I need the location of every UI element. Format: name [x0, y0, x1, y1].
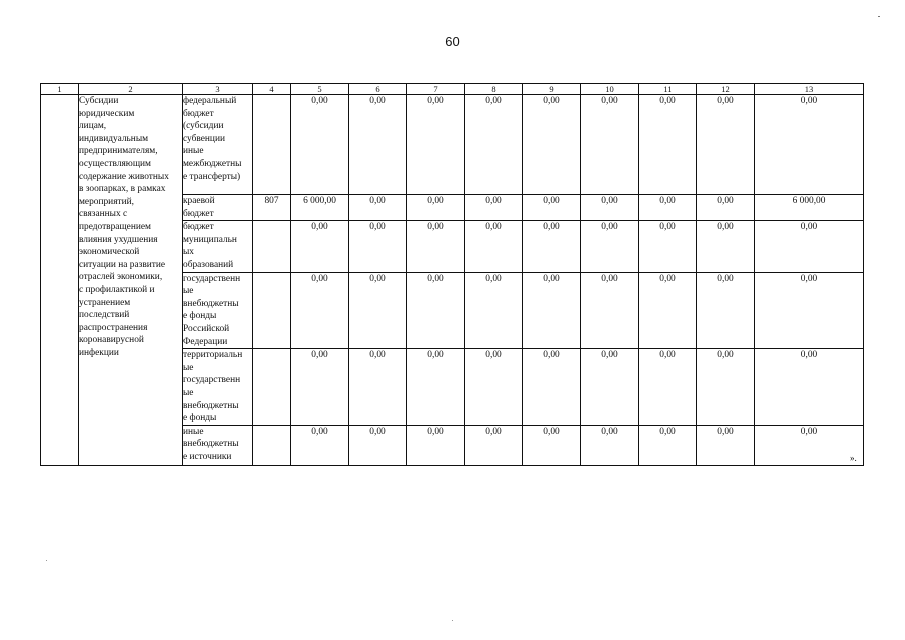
amount-cell: 0,00: [349, 95, 407, 195]
column-number: 8: [465, 84, 523, 95]
funding-source-line: е фонды: [183, 311, 217, 322]
funding-source-line: федеральный: [183, 96, 237, 106]
measure-description-line: последствий: [79, 310, 130, 321]
amount-cell: 0,00: [291, 425, 349, 465]
amount-cell: 0,00: [639, 95, 697, 195]
amount-cell: 0,00: [523, 221, 581, 272]
amount-cell: 0,00: [349, 272, 407, 349]
amount-cell: 0,00: [407, 425, 465, 465]
measure-description-line: связанных с: [79, 209, 128, 220]
funding-source-line: внебюджетны: [183, 400, 239, 411]
measure-description-line: мероприятий,: [79, 196, 134, 207]
funding-source-line: внебюджетны: [183, 298, 239, 309]
funding-source-line: ые: [183, 286, 194, 297]
row-number-cell: [41, 95, 79, 466]
column-number: 1: [41, 84, 79, 95]
measure-description-line: юридическим: [79, 108, 135, 119]
amount-cell: 0,00: [639, 221, 697, 272]
amount-cell: 0,00: [465, 221, 523, 272]
amount-cell: 0,00: [697, 221, 755, 272]
amount-cell: 0,00: [465, 195, 523, 221]
column-number: 4: [253, 84, 291, 95]
budget-code-cell: [253, 221, 291, 272]
measure-description-line: осуществляющим: [79, 158, 151, 169]
table-body: [41, 95, 864, 466]
measure-description-line: влияния ухудшения: [79, 234, 158, 245]
amount-cell: 0,00: [407, 349, 465, 426]
measure-description-line: предпринимателям,: [79, 146, 158, 157]
funding-source-line: бюджет: [183, 222, 214, 233]
funding-source-cell: [183, 221, 253, 272]
funding-source-line: Российской: [183, 323, 230, 334]
amount-cell: 0,00: [349, 221, 407, 272]
measure-description-line: индивидуальным: [79, 133, 149, 144]
amount-cell: 0,00: [465, 349, 523, 426]
amount-cell: 0,00: [755, 221, 864, 272]
scan-mark: [878, 16, 880, 17]
column-number: 6: [349, 84, 407, 95]
amount-cell: 0,00: [465, 95, 523, 195]
funding-source-line: ых: [183, 247, 194, 258]
header-row: [41, 84, 864, 95]
column-number: 2: [79, 84, 183, 95]
measure-description-line: ситуации на развитие: [79, 259, 166, 270]
funding-source-cell: [183, 195, 253, 221]
measure-description-line: экономической: [79, 247, 140, 258]
funding-source-line: Федерации: [183, 336, 228, 347]
amount-cell: 0,00: [407, 221, 465, 272]
funding-source-line: краевой: [183, 196, 215, 206]
funding-source-line: внебюджетны: [183, 439, 239, 450]
amount-cell: 0,00: [407, 95, 465, 195]
measure-description-line: распространения: [79, 322, 148, 333]
measure-description-line: с профилактикой и: [79, 284, 155, 295]
measure-description-line: лицам,: [79, 121, 107, 132]
amount-cell: 0,00: [291, 95, 349, 195]
amount-cell: 0,00: [697, 425, 755, 465]
amount-cell: 0,00: [291, 349, 349, 426]
amount-cell: 0,00: [523, 195, 581, 221]
funding-source-line: субвенции: [183, 133, 225, 144]
amount-cell: 0,00: [581, 95, 639, 195]
amount-cell: 6 000,00: [291, 195, 349, 221]
amount-cell: 0,00: [755, 272, 864, 349]
column-number: 9: [523, 84, 581, 95]
budget-code-cell: [253, 95, 291, 195]
measure-description-line: содержание животных: [79, 171, 169, 182]
amount-cell: 0,00: [407, 272, 465, 349]
budget-code-cell: 807: [253, 195, 291, 221]
amount-cell: 0,00: [349, 425, 407, 465]
amount-cell: 0,00: [639, 195, 697, 221]
amount-cell: 0,00: [523, 425, 581, 465]
column-number: 7: [407, 84, 465, 95]
page-number: 60: [445, 34, 460, 49]
column-number-header: [41, 84, 864, 95]
amount-cell: 0,00: [697, 272, 755, 349]
funding-source-line: территориальн: [183, 350, 243, 361]
amount-cell: 0,00: [465, 425, 523, 465]
amount-cell: 0,00: [639, 272, 697, 349]
column-number: 5: [291, 84, 349, 95]
amount-cell: 0,00: [291, 272, 349, 349]
measure-description-line: устранением: [79, 297, 131, 308]
funding-source-cell: [183, 272, 253, 349]
column-number: 12: [697, 84, 755, 95]
amount-cell: 0,00: [523, 95, 581, 195]
funding-source-line: иные: [183, 146, 204, 157]
funding-source-line: муниципальн: [183, 234, 237, 245]
budget-code-cell: [253, 425, 291, 465]
funding-source-line: образований: [183, 259, 234, 270]
budget-code-cell: [253, 349, 291, 426]
funding-source-line: е источники: [183, 451, 232, 462]
budget-table: [40, 83, 864, 466]
amount-cell: 0,00: [639, 425, 697, 465]
closing-quote-mark: ».: [850, 453, 857, 463]
amount-cell: 0,00: [523, 272, 581, 349]
amount-cell: 0,00: [697, 195, 755, 221]
funding-source-line: бюджет: [183, 108, 214, 119]
funding-source-line: е трансферты): [183, 171, 241, 182]
scan-speck: [46, 560, 47, 561]
funding-source-cell: [183, 425, 253, 465]
column-number: 11: [639, 84, 697, 95]
funding-source-cell: [183, 349, 253, 426]
table-row: [41, 95, 864, 195]
funding-source-line: (субсидии: [183, 121, 224, 132]
funding-source-line: бюджет: [183, 208, 214, 219]
measure-description-line: Субсидии: [79, 96, 119, 106]
amount-cell: 0,00: [581, 272, 639, 349]
measure-description-cell: [79, 95, 183, 466]
column-number: 10: [581, 84, 639, 95]
measure-description-line: в зоопарках, в рамках: [79, 184, 166, 195]
funding-source-line: межбюджетны: [183, 158, 242, 169]
amount-cell: 0,00: [581, 221, 639, 272]
scan-speck: [452, 620, 453, 621]
funding-source-line: ые: [183, 362, 194, 373]
amount-cell: 0,00: [465, 272, 523, 349]
measure-description-line: отраслей экономики,: [79, 272, 163, 283]
amount-cell: 0,00: [697, 349, 755, 426]
funding-source-line: государственн: [183, 375, 241, 386]
budget-code-cell: [253, 272, 291, 349]
measure-description-line: предотвращением: [79, 221, 151, 232]
funding-source-cell: [183, 95, 253, 195]
column-number: 13: [755, 84, 864, 95]
funding-source-line: иные: [183, 426, 204, 437]
funding-source-line: е фонды: [183, 413, 217, 424]
funding-source-line: государственн: [183, 273, 241, 284]
amount-cell: 0,00: [581, 195, 639, 221]
amount-cell: 0,00: [523, 349, 581, 426]
funding-source-line: ые: [183, 387, 194, 398]
amount-cell: 0,00: [291, 221, 349, 272]
amount-cell: 0,00: [407, 195, 465, 221]
amount-cell: 6 000,00: [755, 195, 864, 221]
amount-cell: 0,00: [755, 95, 864, 195]
amount-cell: 0,00: [581, 349, 639, 426]
amount-cell: 0,00: [581, 425, 639, 465]
column-number: 3: [183, 84, 253, 95]
amount-cell: 0,00: [755, 349, 864, 426]
amount-cell: 0,00: [639, 349, 697, 426]
measure-description-line: коронавирусной: [79, 335, 144, 346]
measure-description-line: инфекции: [79, 347, 119, 358]
amount-cell: 0,00: [349, 349, 407, 426]
amount-cell: 0,00: [755, 425, 864, 465]
amount-cell: 0,00: [349, 195, 407, 221]
amount-cell: 0,00: [697, 95, 755, 195]
